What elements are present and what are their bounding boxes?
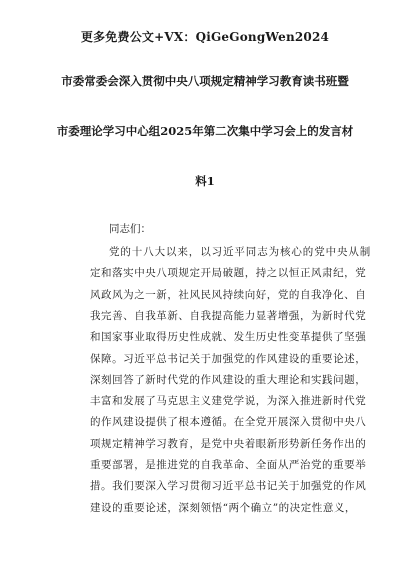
body-line: 项规定精神学习教育，是党中央着眼新形势新任务作出的 bbox=[90, 437, 367, 450]
greeting: 同志们： bbox=[109, 223, 151, 235]
body-line: 党的十八大以来，以习近平同志为核心的党中央从制 bbox=[109, 246, 372, 258]
body-line: 深刻回答了新时代党的作风建设的重大理论和实践问题， bbox=[90, 373, 367, 386]
body-line: 措。我们要深入学习贯彻习近平总书记关于加强党的作风 bbox=[90, 480, 367, 493]
body-line: 定和落实中央八项规定开局破题，持之以恒正风肃纪，党 bbox=[90, 267, 367, 280]
body-line: 保障。习近平总书记关于加强党的作风建设的重要论述， bbox=[90, 352, 367, 365]
body-line: 的作风建设提供了根本遵循。在全党开展深入贯彻中央八 bbox=[90, 416, 367, 429]
document-title-line-3: 料1 bbox=[195, 174, 215, 188]
body-line: 建设的重要论述，深刻领悟“两个确立”的决定性意义， bbox=[90, 501, 356, 514]
body-line: 重要部署，是推进党的自我革命、全面从严治党的重要举 bbox=[90, 459, 367, 471]
watermark-header: 更多免费公文+VX：QiGeGongWen2024 bbox=[80, 30, 330, 44]
body-line: 我完善、自我革新、自我提高能力显著增强，为新时代党 bbox=[90, 309, 367, 322]
document-title-line-1: 市委常委会深入贯彻中央八项规定精神学习教育读书班暨 bbox=[61, 74, 349, 88]
body-line: 风政风为之一新，社风民风持续向好，党的自我净化、自 bbox=[90, 288, 367, 301]
document-title-line-2: 市委理论学习中心组2025年第二次集中学习会上的发言材 bbox=[56, 124, 354, 138]
body-line: 丰富和发展了马克思主义建党学说，为深入推进新时代党 bbox=[90, 395, 367, 408]
body-line: 和国家事业取得历史性成就、发生历史性变革提供了坚强 bbox=[90, 331, 367, 344]
